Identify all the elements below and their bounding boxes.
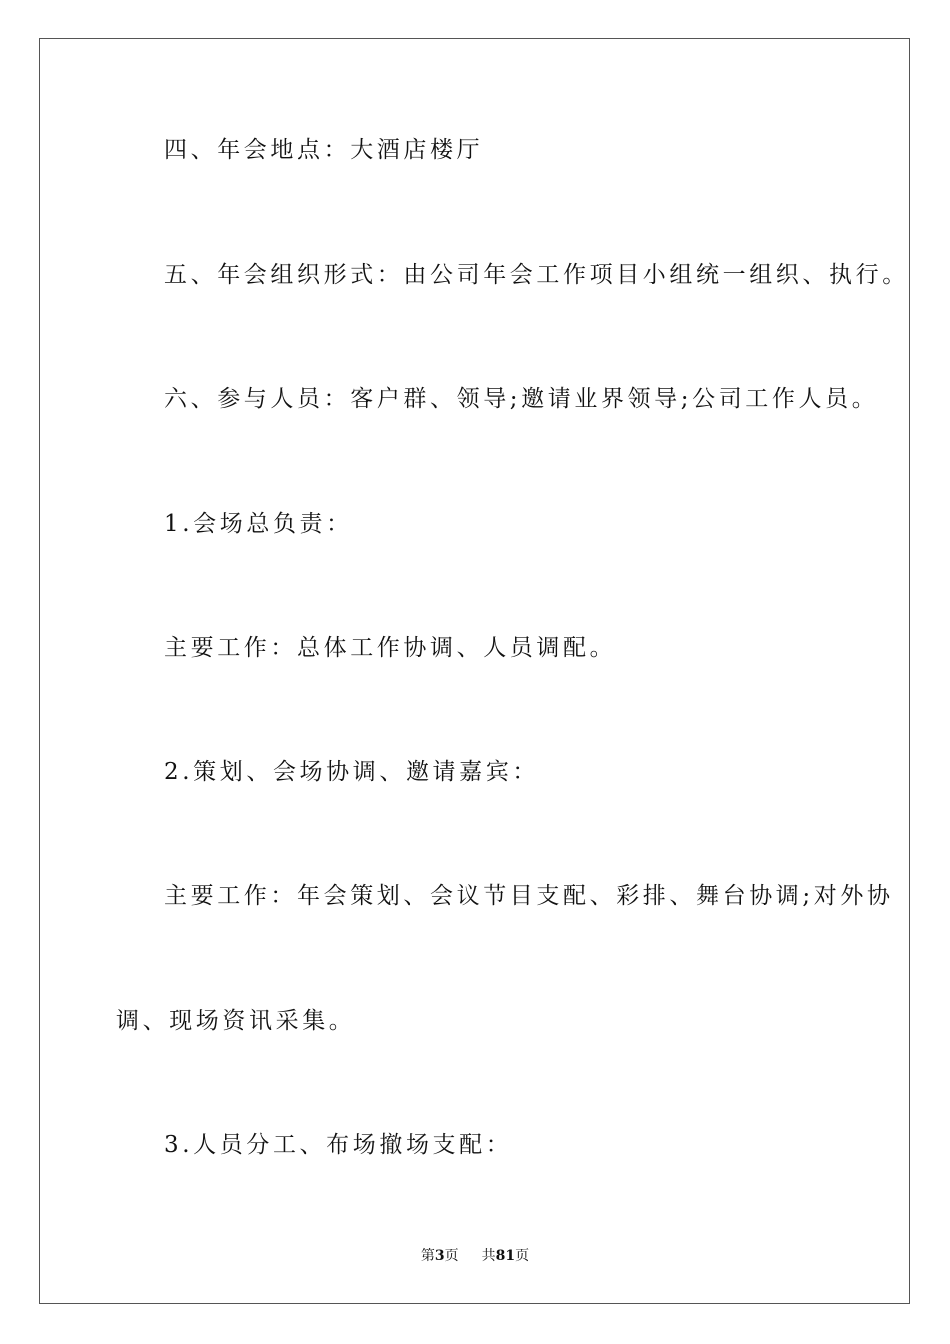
page-prefix: 第 xyxy=(420,1248,435,1264)
page-suffix: 页 xyxy=(444,1248,459,1264)
page-label xyxy=(421,1248,463,1264)
page-footer xyxy=(0,1246,950,1266)
paragraph-section-2-work: 主要工作：年会策划、会议节目支配、彩排、舞台协调;对外协 xyxy=(164,883,894,909)
total-pages: 81 xyxy=(495,1248,516,1264)
paragraph-participants: 六、参与人员：客户群、领导;邀请业界领导;公司工作人员。 xyxy=(164,386,879,412)
total-prefix: 共 xyxy=(481,1248,496,1264)
total-suffix: 页 xyxy=(515,1248,530,1264)
paragraph-section-1-heading: 1.会场总负责： xyxy=(164,511,353,537)
paragraph-organization: 五、年会组织形式：由公司年会工作项目小组统一组织、执行。 xyxy=(164,262,909,288)
page-number: 3 xyxy=(434,1248,445,1264)
paragraph-venue: 四、年会地点：大酒店楼厅 xyxy=(164,137,484,163)
paragraph-section-3-heading: 3.人员分工、布场撤场支配： xyxy=(164,1132,513,1158)
paragraph-section-2-heading: 2.策划、会场协调、邀请嘉宾： xyxy=(164,759,539,785)
paragraph-section-2-work-continued: 调、现场资讯采集。 xyxy=(116,1008,356,1034)
total-pages-label xyxy=(482,1248,529,1264)
paragraph-section-1-work: 主要工作：总体工作协调、人员调配。 xyxy=(164,635,617,661)
page-border xyxy=(39,38,910,1304)
